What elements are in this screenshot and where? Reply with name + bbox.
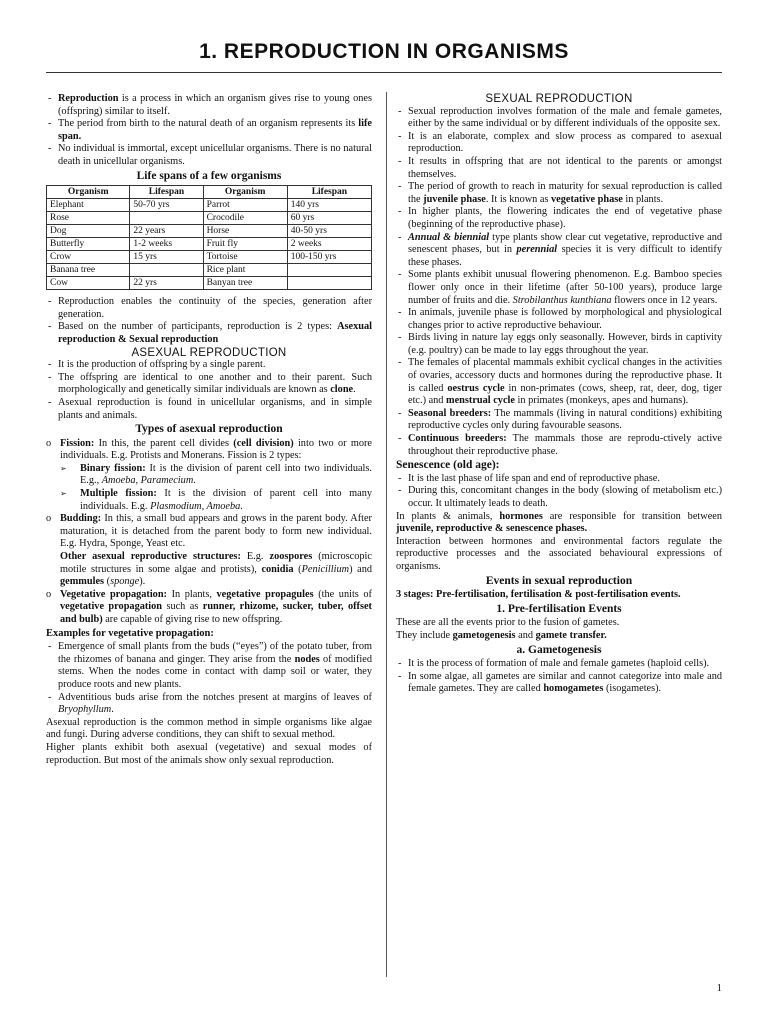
gametogenesis-heading: a. Gametogenesis bbox=[516, 643, 602, 656]
senescence-point: - It is the last phase of life span and end of reproductive phase. bbox=[396, 473, 722, 486]
examples-heading: Examples for vegetative propagation: bbox=[46, 627, 214, 639]
continuity-point: - Reproduction enables the continuity of the species, generation after generation. bbox=[46, 296, 372, 321]
table-cell bbox=[287, 277, 371, 290]
column-divider bbox=[386, 92, 387, 977]
table-cell: Crow bbox=[47, 251, 130, 264]
closing-paragraph: Higher plants exhibit both asexual (vegetative) and sexual modes of reproduction. But most of the animals show only sexual reproduction. bbox=[46, 741, 372, 766]
fission-item: o Fission: In this, the parent cell divides (cell division) into two or more individuals. E.g. Protists and Monerans. Fission is 2 types: bbox=[46, 438, 372, 463]
table-header: Lifespan bbox=[287, 186, 371, 199]
table-cell: 22 years bbox=[130, 225, 203, 238]
hormones-paragraph: In plants & animals, hormones are responsible for transition between juvenile, reproductive & senescence phases. bbox=[396, 510, 722, 535]
table-row bbox=[47, 238, 372, 251]
sexual-point: - Sexual reproduction involves formation of the male and female gametes, either by the same individual or by different individuals of the opposite sex. bbox=[396, 106, 722, 131]
table-cell: 50-70 yrs bbox=[130, 199, 203, 212]
stages-paragraph: 3 stages: Pre-fertilisation, fertilisation & post-fertilisation events. bbox=[396, 589, 681, 601]
table-header: Organism bbox=[47, 186, 130, 199]
table-cell: Banana tree bbox=[47, 264, 130, 277]
title-rule bbox=[46, 72, 722, 73]
table-row bbox=[47, 264, 372, 277]
table-cell: 15 yrs bbox=[130, 251, 203, 264]
sexual-heading: SEXUAL REPRODUCTION bbox=[485, 93, 633, 105]
types-heading: Types of asexual reproduction bbox=[135, 423, 283, 436]
example-point: - Emergence of small plants from the buds (“eyes”) of the potato tuber, from the rhizomes of banana and ginger. They arise from the nodes of modified stems. When the nodes come in contact with damp soil or water, they produce roots and new plants. bbox=[46, 641, 372, 691]
annual-biennial-point: - Annual & biennial type plants show clear cut vegetative, reproductive and senescent phases, but in perennial species it is very difficult to identify these phases. bbox=[396, 232, 722, 270]
table-cell: 40-50 yrs bbox=[287, 225, 371, 238]
budding-item: o Budding: In this, a small bud appears and grows in the parent body. After maturation, it is detached from the parent body to form new individual. E.g. Hydra, Sponge, Yeast etc. bbox=[46, 513, 372, 551]
table-cell: Banyan tree bbox=[203, 277, 287, 290]
right-column bbox=[396, 93, 722, 696]
sexual-point: - The period of growth to reach in maturity for sexual reproduction is called the juvenile phase. It is known as vegetative phase in plants. bbox=[396, 181, 722, 206]
table-cell bbox=[130, 212, 203, 225]
prefertilisation-heading: 1. Pre-fertilisation Events bbox=[496, 602, 622, 615]
intro-point: - No individual is immortal, except unicellular organisms. There is no natural death in unicellular organisms. bbox=[46, 143, 372, 168]
asexual-point: - It is the production of offspring by a single parent. bbox=[46, 359, 372, 372]
closing-paragraph: Asexual reproduction is the common method in simple organisms like algae and fungi. During adverse conditions, they can shift to sexual method. bbox=[46, 716, 372, 741]
events-heading: Events in sexual reproduction bbox=[485, 574, 633, 587]
continuous-breeders-point: - Continuous breeders: The mammals those are reprodu-ctively active throughout their reproductive phase. bbox=[396, 433, 722, 458]
table-row bbox=[47, 277, 372, 290]
sexual-point: - It is an elaborate, complex and slow process as compared to asexual reproduction. bbox=[396, 131, 722, 156]
example-point: - Adventitious buds arise from the notches present at margins of leaves of Bryophyllum. bbox=[46, 692, 372, 717]
sexual-point: - In higher plants, the flowering indicates the end of vegetative phase (beginning of the reproductive phase). bbox=[396, 206, 722, 231]
table-header-row bbox=[47, 186, 372, 199]
other-structures: Other asexual reproductive structures: E.g. zoospores (microscopic motile structures in some algae and protists), conidia (Penicillium) and gemmules (sponge). bbox=[60, 551, 372, 588]
flowering-point: - Some plants exhibit unusual flowering phenomenon. E.g. Bamboo species flower only once in their lifetime (after 50-100 years), produce large number of fruits and die. Strobilanthus kunthiana flowers once in 12 years. bbox=[396, 269, 722, 307]
table-cell: Butterfly bbox=[47, 238, 130, 251]
binary-fission-item: ➢ Binary fission: It is the division of parent cell into two individuals. E.g., Amoeba, Paramecium. bbox=[46, 463, 372, 488]
table-row bbox=[47, 251, 372, 264]
vegetative-propagation-item: o Vegetative propagation: In plants, vegetative propagules (the units of vegetative propagation such as runner, rhizome, sucker, tuber, offset and bulb) are capable of giving rise to new offspring. bbox=[46, 589, 372, 627]
table-cell: 2 weeks bbox=[287, 238, 371, 251]
table-row bbox=[47, 225, 372, 238]
table-cell: 100-150 yrs bbox=[287, 251, 371, 264]
senescence-point: - During this, concomitant changes in the body (slowing of metabolism etc.) occur. It ultimately leads to death. bbox=[396, 485, 722, 510]
table-cell: Fruit fly bbox=[203, 238, 287, 251]
table-cell: 1-2 weeks bbox=[130, 238, 203, 251]
table-cell: Rose bbox=[47, 212, 130, 225]
table-cell: Rice plant bbox=[203, 264, 287, 277]
table-cell bbox=[287, 264, 371, 277]
multiple-fission-item: ➢ Multiple fission: It is the division of parent cell into many individuals. E.g. Plasmodium, Amoeba. bbox=[46, 488, 372, 513]
table-row bbox=[47, 199, 372, 212]
animal-point: - In animals, juvenile phase is followed by morphological and physiological changes prior to active reproductive behaviour. bbox=[396, 307, 722, 332]
table-cell: Horse bbox=[203, 225, 287, 238]
table-cell: 140 yrs bbox=[287, 199, 371, 212]
asexual-point: - Asexual reproduction is found in unicellular organisms, and in simple plants and animals. bbox=[46, 397, 372, 422]
table-row bbox=[47, 212, 372, 225]
senescence-heading: Senescence (old age): bbox=[396, 459, 500, 472]
gametogenesis-point: - In some algae, all gametes are similar and cannot categorize into male and female gametes. They are called homogametes (isogametes). bbox=[396, 671, 722, 696]
gametogenesis-point: - It is the process of formation of male and female gametes (haploid cells). bbox=[396, 658, 722, 671]
sexual-point: - It results in offspring that are not identical to the parents or amongst themselves. bbox=[396, 156, 722, 181]
types-point: - Based on the number of participants, reproduction is 2 types: Asexual reproduction & Sexual reproduction bbox=[46, 321, 372, 346]
left-column bbox=[46, 93, 372, 767]
lifespan-heading: Life spans of a few organisms bbox=[136, 169, 282, 182]
table-cell: Crocodile bbox=[203, 212, 287, 225]
page-title: 1. REPRODUCTION IN ORGANISMS bbox=[199, 40, 569, 63]
interaction-paragraph: Interaction between hormones and environmental factors regulate the reproductive processes and the associated behavioural expressions of organisms. bbox=[396, 535, 722, 572]
asexual-point: - The offspring are identical to one another and to their parent. Such morphologically and genetically similar individuals are known as clone. bbox=[46, 372, 372, 397]
prefertilisation-text: These are all the events prior to the fusion of gametes. bbox=[396, 617, 620, 629]
table-cell bbox=[130, 264, 203, 277]
table-cell: Elephant bbox=[47, 199, 130, 212]
lifespan-table bbox=[46, 185, 372, 290]
intro-point: - Reproduction is a process in which an organism gives rise to young ones (offspring) similar to itself. bbox=[46, 93, 372, 118]
animal-point: - Birds living in nature lay eggs only seasonally. However, birds in captivity (e.g. poultry) can be made to lay eggs throughout the year. bbox=[396, 332, 722, 357]
table-cell: Cow bbox=[47, 277, 130, 290]
seasonal-breeders-point: - Seasonal breeders: The mammals (living in natural conditions) exhibiting reproductive cycles only during favourable seasons. bbox=[396, 408, 722, 433]
intro-point: - The period from birth to the natural death of an organism represents its life span. bbox=[46, 118, 372, 143]
table-header: Lifespan bbox=[130, 186, 203, 199]
table-header: Organism bbox=[203, 186, 287, 199]
table-cell: Parrot bbox=[203, 199, 287, 212]
prefertilisation-text: They include gametogenesis and gamete transfer. bbox=[396, 629, 607, 641]
table-cell: Dog bbox=[47, 225, 130, 238]
table-cell: Tortoise bbox=[203, 251, 287, 264]
table-cell: 22 yrs bbox=[130, 277, 203, 290]
asexual-heading: ASEXUAL REPRODUCTION bbox=[131, 346, 287, 359]
mammal-cycle-point: - The females of placental mammals exhibit cyclical changes in the activities of ovaries, accessory ducts and hormones during the reproductive phase. It is called oestrus cycle in non-primates (cows, sheep, rat, deer, dog, tiger etc.) and menstrual cycle in primates (monkeys, apes and humans). bbox=[396, 357, 722, 407]
table-cell: 60 yrs bbox=[287, 212, 371, 225]
page-number: 1 bbox=[716, 982, 722, 994]
